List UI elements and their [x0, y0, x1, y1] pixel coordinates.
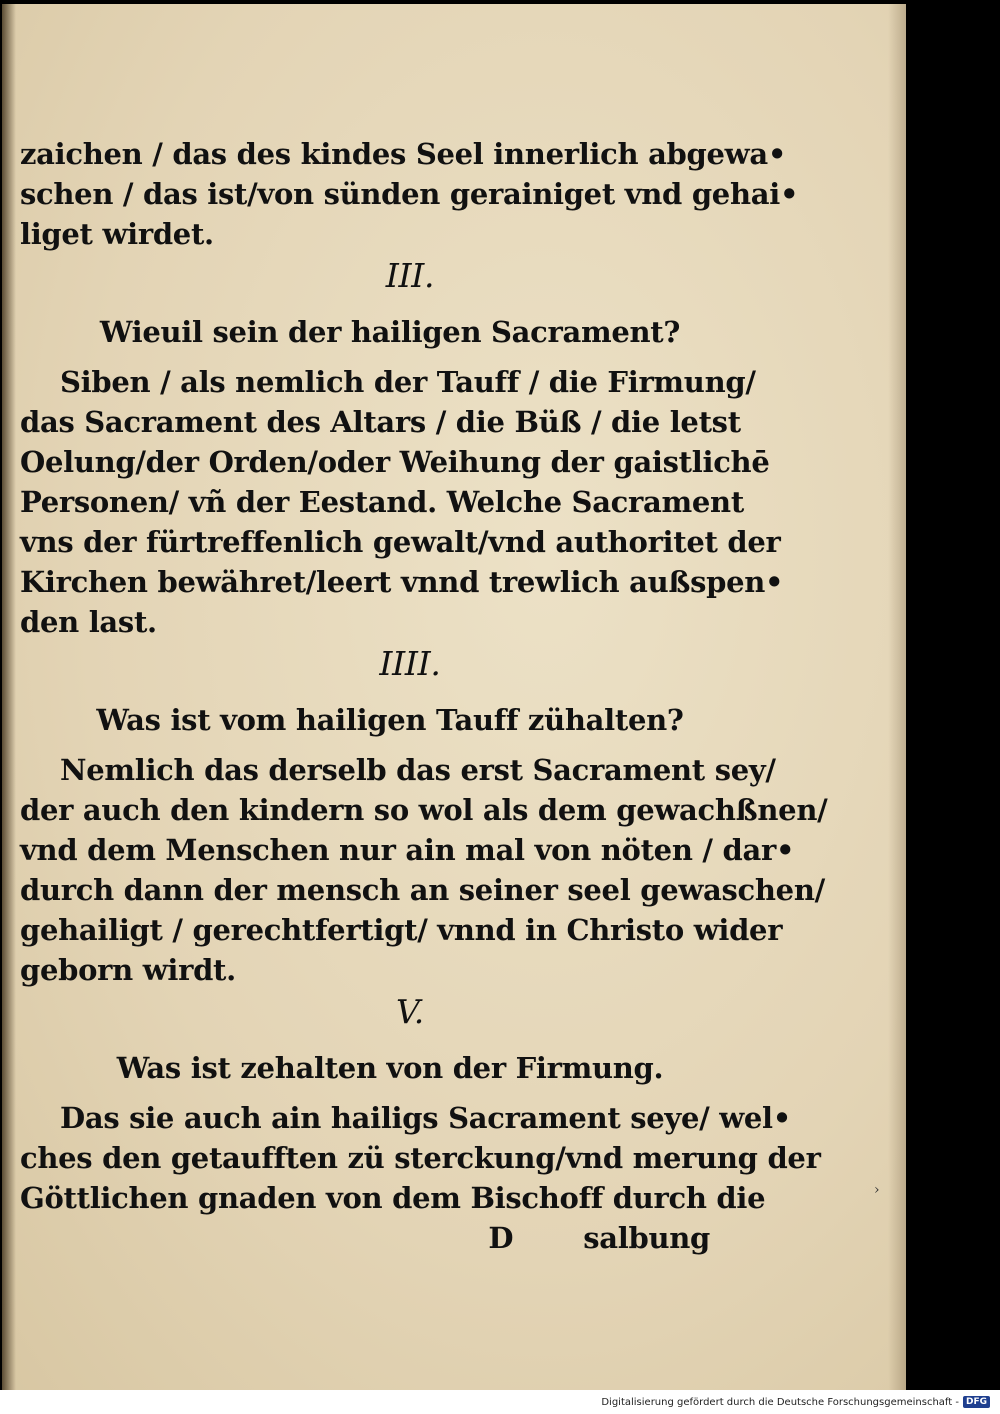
- text-line: durch dann der mensch an seiner seel gewaschen/: [20, 873, 825, 907]
- section-question: Was ist vom hailigen Tauff zühalten?: [96, 703, 684, 737]
- text-line: Personen/ vñ der Eestand. Welche Sacrament: [20, 485, 744, 519]
- dfg-logo: DFG: [963, 1396, 990, 1408]
- text-line: Oelung/der Orden/oder Weihung der gaistlichē: [20, 445, 770, 479]
- page-footer-line: [20, 1218, 720, 1258]
- section-numeral: III.: [385, 256, 435, 295]
- text-line: den last.: [20, 605, 157, 639]
- text-line: ches den getaufften zü sterckung/vnd merung der: [20, 1141, 821, 1175]
- section-question: Was ist zehalten von der Firmung.: [116, 1051, 664, 1085]
- text-line: vnd dem Menschen nur ain mal von nöten / dar•: [20, 833, 795, 867]
- text-line: liget wirdet.: [20, 217, 214, 251]
- text-line: Siben / als nemlich der Tauff / die Firmung/: [60, 365, 756, 399]
- catchword: salbung: [583, 1221, 710, 1255]
- intro-paragraph: [20, 134, 799, 254]
- text-line: schen / das ist/von sünden gerainiget vnd gehai•: [20, 177, 799, 211]
- text-line: vns der fürtreffenlich gewalt/vnd authoritet der: [20, 525, 781, 559]
- section-numeral: IIII.: [379, 644, 441, 683]
- section-numeral: V.: [396, 992, 424, 1031]
- text-line: geborn wirdt.: [20, 953, 236, 987]
- text-line: zaichen / das des kindes Seel innerlich abgewa•: [20, 137, 787, 171]
- text-line: Kirchen bewähret/leert vnnd trewlich außspen•: [20, 565, 784, 599]
- text-line: Göttlichen gnaden von dem Bischoff durch die: [20, 1181, 766, 1215]
- section-v: [20, 990, 821, 1218]
- text-line: Das sie auch ain hailigs Sacrament seye/ wel•: [60, 1101, 791, 1135]
- text-line: das Sacrament des Altars / die Büß / die letst: [20, 405, 741, 439]
- section-iii: [20, 254, 784, 642]
- page-gutter-shadow: [2, 4, 16, 1390]
- section-question: Wieuil sein der hailigen Sacrament?: [99, 315, 681, 349]
- page-mark: ›: [874, 1182, 880, 1198]
- page-text: [20, 134, 828, 1258]
- text-line: der auch den kindern so wol als dem gewachßnen/: [20, 793, 828, 827]
- section-iiii: [20, 642, 828, 990]
- digitization-footer: [0, 1390, 1000, 1414]
- text-line: Nemlich das derselb das erst Sacrament sey/: [60, 753, 776, 787]
- signature-mark: D: [488, 1221, 514, 1255]
- book-page: [2, 4, 906, 1390]
- footer-credit: Digitalisierung gefördert durch die Deutsche Forschungsgemeinschaft -: [601, 1396, 959, 1408]
- page-edge-shadow: [888, 4, 906, 1390]
- text-line: gehailigt / gerechtfertigt/ vnnd in Christo wider: [20, 913, 783, 947]
